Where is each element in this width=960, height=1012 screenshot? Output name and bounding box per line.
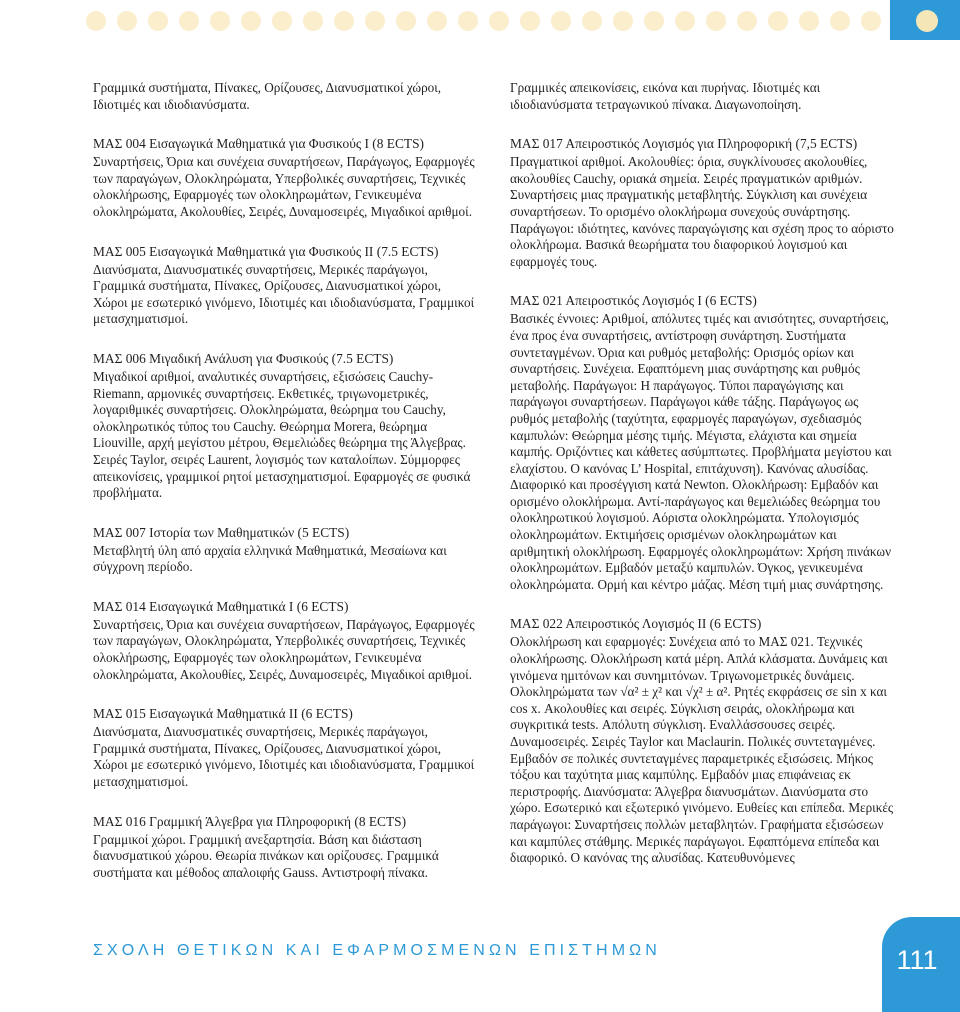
- decorative-dot: [179, 11, 199, 31]
- page-number-tab: [882, 917, 960, 1012]
- decorative-dot: [489, 11, 509, 31]
- course-mas-014: [93, 598, 478, 683]
- course-description: Μιγαδικοί αριθμοί, αναλυτικές συναρτήσεις, εξισώσεις Cauchy-Riemann, αρμονικές συναρτήσεις. Εκθετικές, τριγωνομετρικές, λογαριθμικές συναρτήσεις. Ολοκληρώματα, θεώρημα του Cauchy, ολοκληρωτικός τύπος του Cauchy. Θεώρημα Morera, θεώρημα Liouville, αρχή μεγίστου μέτρου, Θεμελιώδες θεώρημα της Άλγεβρας. Σειρές Taylor, σειρές Laurent, λογισμός των καταλοίπων. Σύμμορφες απεικονίσεις, γραμμικοί ρητοί μετασχηματισμοί. Εφαρμογές σε φυσικά προβλήματα.: [93, 368, 471, 501]
- decorative-dot: [272, 11, 292, 31]
- decorative-dot: [117, 11, 137, 31]
- course-title: ΜΑΣ 016 Γραμμική Άλγεβρα για Πληροφορική (8 ECTS): [93, 813, 407, 829]
- decorative-dots-bar: [0, 0, 960, 42]
- decorative-dot: [334, 11, 354, 31]
- decorative-dot: [582, 11, 602, 31]
- course-title: ΜΑΣ 004 Εισαγωγικά Μαθηματικά για Φυσικούς Ι (8 ECTS): [93, 136, 424, 152]
- page-number: 111: [896, 945, 938, 975]
- course-mas-007: [93, 524, 478, 576]
- decorative-dot: [241, 11, 261, 31]
- course-mas-021: [510, 292, 895, 593]
- course-title: ΜΑΣ 005 Εισαγωγικά Μαθηματικά για Φυσικούς ΙΙ (7.5 ECTS): [93, 243, 439, 259]
- course-title: ΜΑΣ 014 Εισαγωγικά Μαθηματικά Ι (6 ECTS): [93, 598, 349, 614]
- course-title: ΜΑΣ 017 Απειροστικός Λογισμός για Πληροφορική (7,5 ECTS): [510, 136, 858, 152]
- decorative-dot: [210, 11, 230, 31]
- course-title: ΜΑΣ 022 Απειροστικός Λογισμός ΙΙ (6 ECTS): [510, 616, 762, 632]
- corner-accent-box: [890, 0, 960, 40]
- decorative-dot: [861, 11, 881, 31]
- decorative-dot: [706, 11, 726, 31]
- course-mas-017: [510, 135, 895, 270]
- course-description: Πραγματικοί αριθμοί. Ακολουθίες: όρια, συγκλίνουσες ακολουθίες, ακολουθίες Cauchy, οριακά σημεία. Σειρές πραγματικών αριθμών. Συναρτήσεις μιας πραγματικής μεταβλητής. Σύγκλιση και συνέχεια συναρτήσεων. Το ορισμένο ολοκλήρωμα συνεχούς συνάρτησης. Παράγωγοι: ιδιότητες, κανόνες παραγώγισης και σχέση προς το αόριστο ολοκλήρωμα. Βασικά θεωρήματα του διαφορικού λογισμού και εφαρμογές τους.: [510, 154, 894, 269]
- course-description: Γραμμικοί χώροι. Γραμμική ανεξαρτησία. Βάση και διάσταση διανυσματικού χώρου. Θεωρία πινάκων και ορίζουσες. Γραμμικά συστήματα και μέθοδος απαλοιφής Gauss. Αντιστροφή πίνακα.: [93, 831, 439, 880]
- course-title: ΜΑΣ 015 Εισαγωγικά Μαθηματικά ΙΙ (6 ECTS): [93, 706, 353, 722]
- decorative-dot: [365, 11, 385, 31]
- course-description: Διανύσματα, Διανυσματικές συναρτήσεις, Μερικές παράγωγοι, Γραμμικά συστήματα, Πίνακες, Ορίζουσες, Διανυσματικοί χώροι, Χώροι με εσωτερικό γινόμενο, Ιδιοτιμές και ιδιοδιανύσματα, Γραμμικοί μετασχηματισμοί.: [93, 261, 475, 327]
- course-description: Διανύσματα, Διανυσματικές συναρτήσεις, Μερικές παράγωγοι, Γραμμικά συστήματα, Πίνακες, Ορίζουσες, Διανυσματικοί χώροι, Χώροι με εσωτερικό γινόμενο, Ιδιοτιμές και ιδιοδιανύσματα, Γραμμικοί μετασχηματισμοί.: [93, 724, 475, 790]
- decorative-dot: [613, 11, 633, 31]
- left-intro-text: Γραμμικά συστήματα, Πίνακες, Ορίζουσες, Διανυσματικοί χώροι, Ιδιοτιμές και ιδιοδιανύσματα.: [93, 80, 442, 112]
- left-column: [93, 80, 478, 881]
- course-mas-004: [93, 135, 478, 220]
- course-mas-006: [93, 350, 478, 502]
- right-column: [510, 80, 895, 867]
- decorative-dot: [644, 11, 664, 31]
- course-description: Συναρτήσεις, Όρια και συνέχεια συναρτήσεων, Παράγωγος, Εφαρμογές των παραγώγων, Ολοκληρώματα, Υπερβολικές συναρτήσεις, Τεχνικές ολοκλήρωσης, Εφαρμογές των ολοκληρωμάτων, Γενικευμένα ολοκληρώματα, Ακολουθίες, Σειρές, Δυναμοσειρές, Μιγαδικοί αριθμοί.: [93, 154, 475, 219]
- decorative-dot: [86, 11, 106, 31]
- course-description: Μεταβλητή ύλη από αρχαία ελληνικά Μαθηματικά, Μεσαίωνα και σύγχρονη περίοδο.: [93, 542, 447, 575]
- decorative-dot: [551, 11, 571, 31]
- corner-dot: [916, 10, 938, 32]
- course-description: Ολοκλήρωση και εφαρμογές: Συνέχεια από το ΜΑΣ 021. Τεχνικές ολοκλήρωσης. Ολοκλήρωση κατά μέρη. Απλά κλάσματα. Δυνάμεις και γινόμενα ημιτόνων και συνημιτόνων. Τριγωνομετρικές δυνάμεις. Ολοκληρώματα των √α² ± χ² και √χ² ± α². Ρητές εκφράσεις σε sin x και cos x. Ακολουθίες και σειρές. Σύγκλιση σειράς, ολοκλήρωμα και συγκριτικά tests. Απόλυτη σύγκλιση. Εναλλάσσουσες σειρές. Δυναμοσειρές. Σειρές Taylor και Maclaurin. Πολικές συντεταγμένες. Εμβαδόν σε πολικές συντεταγμένες παραμετρικές εξισώσεις. Μήκος τόξου και ταχύτητα μιας καμπύλης. Εμβαδόν μιας επιφάνειας εκ περιστροφής. Διανύσματα: Άλγεβρα διανυσμάτων. Διανύσματα στο χώρο. Εσωτερικό και εξωτερικό γινόμενο. Ευθείες και επίπεδα. Μερικές παράγωγοι: Συναρτήσεις πολλών μεταβλητών. Γραφήματα εξισώσεων και καμπύλες στάθμης. Μερικές παράγωγοι. Εφαπτόμενα επίπεδα και διαφορικό. Ο κανόνας της αλυσίδας. Κατευθυνόμενες: [510, 634, 894, 866]
- decorative-dot: [427, 11, 447, 31]
- decorative-dot: [799, 11, 819, 31]
- decorative-dot: [737, 11, 757, 31]
- course-description: Συναρτήσεις, Όρια και συνέχεια συναρτήσεων, Παράγωγος, Εφαρμογές των παραγώγων, Ολοκληρώματα, Υπερβολικές συναρτήσεις, Τεχνικές ολοκλήρωσης, Εφαρμογές των ολοκληρωμάτων, Γενικευμένα ολοκληρώματα, Ακολουθίες, Σειρές, Δυναμοσειρές, Μιγαδικοί αριθμοί.: [93, 616, 475, 682]
- decorative-dot: [303, 11, 323, 31]
- course-description: Βασικές έννοιες: Αριθμοί, απόλυτες τιμές και ανισότητες, συναρτήσεις, ένα προς ένα συναρτήσεις, αντίστροφη συνάρτηση. Συστήματα συντεταγμένων. Όρια και ρυθμός μεταβολής: Ορισμός ορίων και συναρτήσεις. Συνέχεια. Εφαπτόμενη μιας συνάρτησης και ρυθμός μεταβολής. Παράγωγοι: Η παράγωγος. Τύποι παραγώγισης και παράγωγοι συναρτήσεων. Παράγωγοι κάθε τάξης. Παράγωγος ως ρυθμός μεταβολής (ταχύτητα, εφαρμογές παραγώγων, σχεδιασμός καμπυλών: Θεώρημα μέσης τιμής. Μέγιστα, ελάχιστα και σημεία καμπής. Οριζόντιες και κάθετες ασύμπτωτες. Προβλήματα μεγίστου και ελαχίστου. Ο κανόνας L’ Hospital, επιτάχυνση). Κανόνας αλυσίδας. Διαφορικό και προσέγγιση κατά Newton. Ολοκλήρωση: Εμβαδόν και ορισμένο ολοκλήρωμα. Αντί-παράγωγος και θεμελιώδες θεώρημα του ολοκληρωτικού λογισμού. Αόριστα ολοκληρώματα. Υπολογισμός ολοκληρωμάτων. Εκτιμήσεις ορισμένων ολοκληρωμάτων και αριθμητική ολοκλήρωση. Εφαρμογές ολοκληρωμάτων: Χρήση πινάκων ολοκληρωμάτων. Εμβαδόν μεταξύ καμπυλών. Όγκος, γενικευμένα ολοκληρώματα. Ορμή και κέντρο μάζας. Μέση τιμή μιας συνάρτησης.: [510, 311, 892, 592]
- course-title: ΜΑΣ 007 Ιστορία των Μαθηματικών (5 ECTS): [93, 524, 350, 540]
- decorative-dot: [675, 11, 695, 31]
- decorative-dot: [768, 11, 788, 31]
- course-mas-015: [93, 705, 478, 790]
- decorative-dot: [396, 11, 416, 31]
- course-mas-022: [510, 615, 895, 866]
- decorative-dot: [830, 11, 850, 31]
- course-title: ΜΑΣ 021 Απειροστικός Λογισμός Ι (6 ECTS): [510, 293, 757, 309]
- right-intro-text: Γραμμικές απεικονίσεις, εικόνα και πυρήνας. Ιδιοτιμές και ιδιοδιανύσματα τετραγωνικού πίνακα. Διαγωνοποίηση.: [510, 80, 821, 112]
- decorative-dot: [148, 11, 168, 31]
- course-title: ΜΑΣ 006 Μιγαδική Ανάλυση για Φυσικούς (7.5 ECTS): [93, 350, 394, 366]
- decorative-dot: [458, 11, 478, 31]
- school-name-footer: ΣΧΟΛΗ ΘΕΤΙΚΩΝ ΚΑΙ ΕΦΑΡΜΟΣΜΕΝΩΝ ΕΠΙΣΤΗΜΩΝ: [93, 942, 661, 959]
- decorative-dot: [520, 11, 540, 31]
- course-mas-005: [93, 243, 478, 328]
- course-mas-016: [93, 813, 478, 882]
